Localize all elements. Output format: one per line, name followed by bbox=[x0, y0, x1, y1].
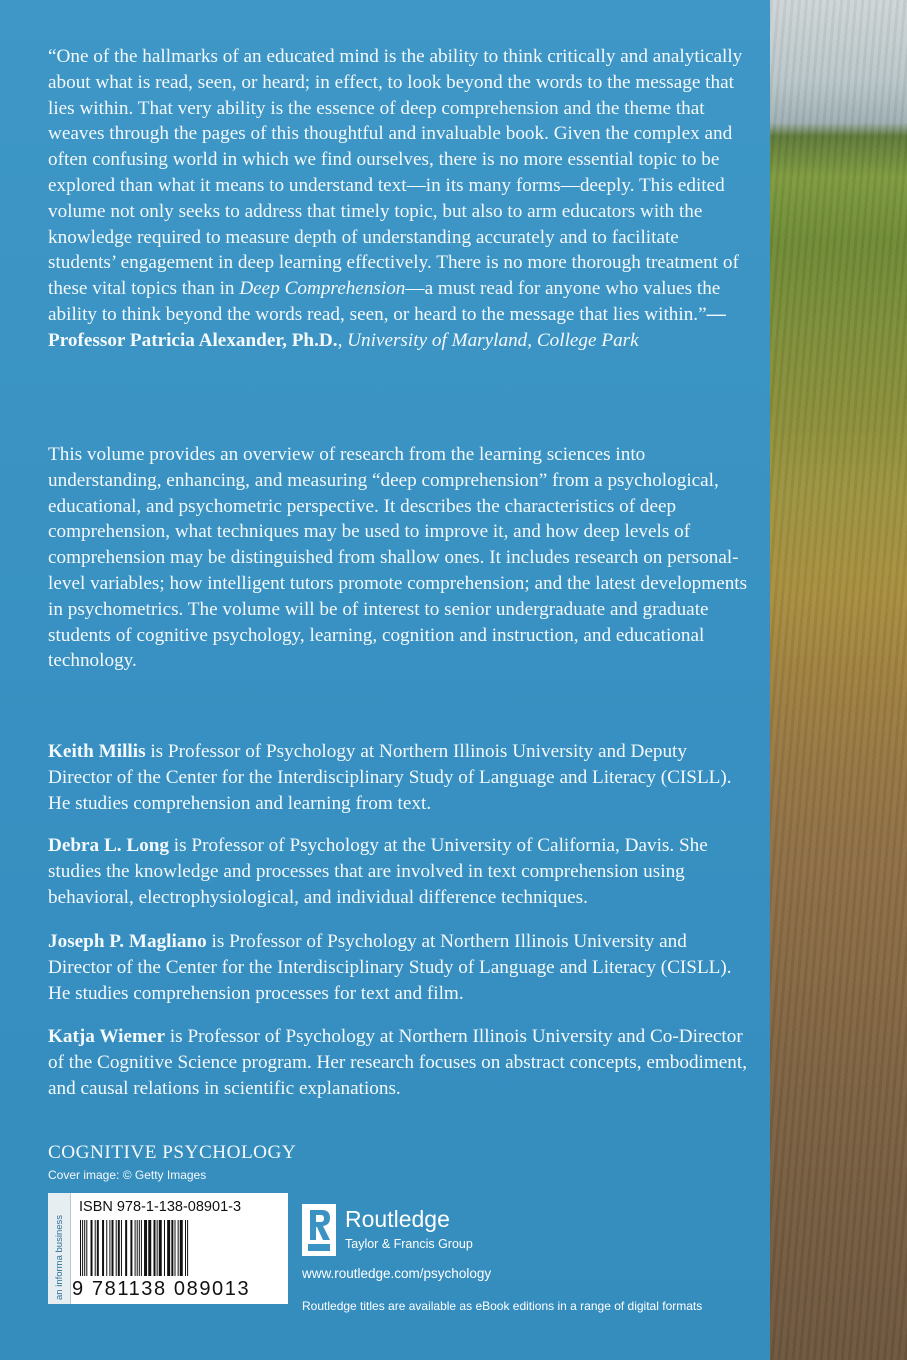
author-name: Keith Millis bbox=[48, 741, 146, 762]
cover-image-credit: Cover image: © Getty Images bbox=[48, 1168, 207, 1182]
routledge-logo-icon bbox=[302, 1204, 336, 1256]
cover-photo-strip bbox=[770, 0, 907, 1360]
isbn-label: ISBN 978-1-138-08901-3 bbox=[79, 1199, 242, 1215]
quote-text: “One of the hallmarks of an educated mind is the ability to think critically and analytically about what is read, seen, or heard; in effect, to look beyond the words to the message that lies within. That very ability is the essence of deep comprehension and the theme that weaves through the pages of this thoughtful and invaluable book. Given the complex and often confusing world in which we find ourselves, there is no more essential topic to be explored than what it means to understand text—in its many forms—deeply. This edited volume not only seeks to address that timely topic, but also to arm educators with the knowledge required to measure depth of understanding accurately and to facilitate students’ engagement in deep learning effectively. There is no more thorough treatment of these vital topics than in bbox=[48, 46, 743, 300]
endorser-name: —Professor Patricia Alexander, Ph.D. bbox=[48, 303, 726, 351]
informa-strip bbox=[48, 1193, 71, 1304]
author-bio bbox=[48, 929, 748, 1006]
ebook-note: Routledge titles are available as eBook editions in a range of digital formats bbox=[302, 1299, 703, 1313]
barcode-icon bbox=[78, 1220, 282, 1278]
publisher-url: www.routledge.com/psychology bbox=[302, 1266, 492, 1281]
author-bio-text: is Professor of Psychology at Northern Illinois University and Deputy Director of the Center for the Interdisciplinary Study of Language and Literacy (CISLL). He studies comprehension and learning from text. bbox=[48, 741, 732, 814]
barcode-digits: 9 781138 089013 bbox=[72, 1278, 251, 1300]
quoted-book-title: Deep Comprehension bbox=[239, 278, 406, 300]
author-name: Joseph P. Magliano bbox=[48, 931, 207, 952]
endorser-affiliation: , University of Maryland, College Park bbox=[337, 329, 639, 351]
author-bio-text: is Professor of Psychology at Northern Illinois University and Co-Director of the Cognitive Science program. Her research focuses on abstract concepts, embodiment, and causal relations in scientific explanations. bbox=[48, 1026, 748, 1099]
quote-text-end: —a must read for anyone who values the ability to think beyond the words read, seen, or heard to the message that lies within.” bbox=[48, 278, 721, 325]
author-bio-text: is Professor of Psychology at the University of California, Davis. She studies the knowledge and processes that are involved in text comprehension using behavioral, electrophysiological, and individual difference techniques. bbox=[48, 835, 708, 908]
barcode-panel bbox=[48, 1193, 288, 1304]
author-bio bbox=[48, 739, 748, 816]
endorsement-quote bbox=[48, 44, 748, 354]
author-bio bbox=[48, 833, 748, 910]
subject-category: COGNITIVE PSYCHOLOGY bbox=[48, 1142, 297, 1163]
informa-label: an informa business bbox=[54, 1214, 65, 1300]
author-bio-text: is Professor of Psychology at Northern Illinois University and Director of the Center for the Interdisciplinary Study of Language and Literacy (CISLL). He studies comprehension processes for text and film. bbox=[48, 931, 732, 1004]
publisher-group: Taylor & Francis Group bbox=[345, 1237, 473, 1251]
book-description: This volume provides an overview of research from the learning sciences into understanding, enhancing, and measuring “deep comprehension” from a psychological, educational, and psychometric perspective. It describes the characteristics of deep comprehension, what techniques may be used to improve it, and how deep levels of comprehension may be distinguished from shallow ones. It includes research on personal-level variables; how intelligent tutors promote comprehension; and the latest developments in psychometrics. The volume will be of interest to senior undergraduate and graduate students of cognitive psychology, learning, cognition and instruction, and educational technology. bbox=[48, 444, 748, 672]
author-name: Katja Wiemer bbox=[48, 1026, 166, 1047]
author-name: Debra L. Long bbox=[48, 835, 169, 856]
publisher-name: Routledge bbox=[345, 1206, 450, 1232]
author-bio bbox=[48, 1024, 748, 1101]
